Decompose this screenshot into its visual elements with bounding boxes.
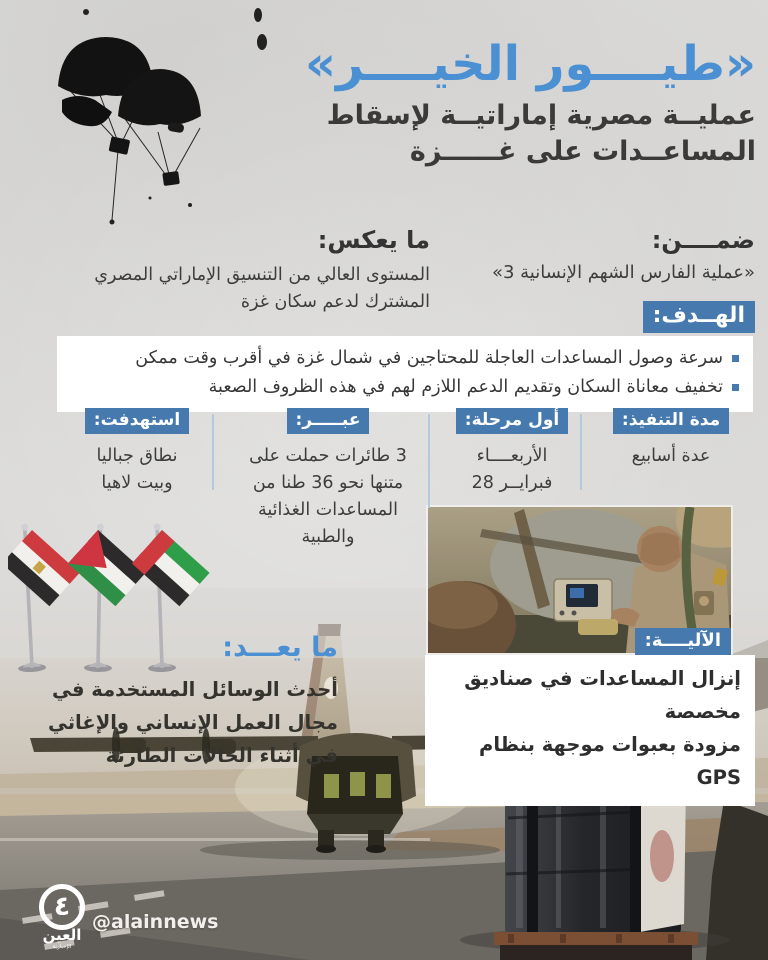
mechanism-label-badge: الآليــــة: bbox=[635, 628, 731, 656]
considered-line: أحدث الوسائل المستخدمة في bbox=[51, 678, 338, 701]
stat-text-line: الأربعــــاء bbox=[476, 446, 548, 466]
stat-label-badge: مدة التنفيذ: bbox=[613, 408, 729, 434]
goal-bullet-row bbox=[71, 373, 739, 402]
reflects-lines bbox=[30, 262, 430, 316]
stat-text-line: عدة أسابيع bbox=[631, 446, 711, 466]
stat-label-badge: استهدفت: bbox=[85, 408, 189, 434]
mechanism-text bbox=[425, 655, 755, 806]
subtitle-line: عمليــة مصرية إماراتيــة لإسقاط bbox=[326, 100, 756, 131]
mechanism-line: مزودة بعبوات موجهة بنظام GPS bbox=[479, 733, 741, 789]
reflects-line: المشترك لدعم سكان غزة bbox=[240, 292, 430, 312]
stat-text-line: والطبية bbox=[301, 527, 355, 547]
stat-lines bbox=[437, 443, 587, 497]
considered-line: مجال العمل الإنساني والإغاثي bbox=[48, 711, 338, 734]
considered-lines bbox=[8, 673, 338, 772]
column-divider bbox=[428, 414, 430, 508]
stat-label-badge: أول مرحلة: bbox=[456, 408, 568, 434]
social-handle[interactable]: @alainnews bbox=[92, 911, 219, 933]
page-title: «طيــــور الخيــــر» bbox=[304, 36, 756, 92]
goal-bullet-text: سرعة وصول المساعدات العاجلة للمحتاجين في شمال غزة في أقرب وقت ممكن bbox=[135, 348, 723, 368]
logo-ring bbox=[39, 884, 85, 930]
goal-label-badge: الهــدف: bbox=[643, 301, 755, 333]
reflects-line: المستوى العالي من التنسيق الإماراتي المصري bbox=[94, 265, 430, 285]
stat-column bbox=[587, 408, 755, 551]
within-text: «عملية الفارس الشهم الإنسانية 3» bbox=[491, 262, 755, 283]
stat-column bbox=[437, 408, 587, 551]
stat-column bbox=[219, 408, 437, 551]
stat-text-line: 28 فبرايــر bbox=[471, 473, 553, 493]
goal-bullet-text: تخفيف معاناة السكان وتقديم الدعم اللازم لهم في هذه الظروف الصعبة bbox=[208, 377, 723, 397]
goal-box bbox=[57, 336, 753, 412]
stat-lines bbox=[587, 443, 755, 470]
section-reflects bbox=[30, 226, 430, 316]
stat-text-line: وبيت لاهيا bbox=[101, 473, 173, 493]
stat-text-line: نطاق جباليا bbox=[96, 446, 178, 466]
stats-row bbox=[55, 408, 755, 551]
logo-digit: ٤ bbox=[53, 890, 71, 922]
stat-text-line: متنها نحو 36 طنا من bbox=[252, 473, 404, 493]
logo-tagline: الإخبارية bbox=[52, 944, 72, 950]
subtitle-line: المساعــدات على غــــــزة bbox=[409, 136, 756, 167]
stat-text-line: 3 طائرات حملت على bbox=[249, 446, 407, 466]
column-divider bbox=[212, 414, 214, 490]
section-considered bbox=[8, 632, 338, 772]
reflects-label: ما يعكس: bbox=[317, 226, 430, 254]
stat-lines bbox=[219, 443, 437, 551]
stat-label-badge: عبـــــر: bbox=[287, 408, 370, 434]
section-within bbox=[440, 226, 755, 283]
alain-logo bbox=[30, 884, 94, 950]
bullet-square-icon bbox=[732, 355, 739, 362]
column-divider bbox=[580, 414, 582, 490]
stat-column bbox=[55, 408, 219, 551]
within-label: ضمــــن: bbox=[651, 226, 755, 254]
considered-label: ما يعـــد: bbox=[222, 632, 338, 663]
page-subtitle bbox=[216, 98, 756, 170]
bullet-square-icon bbox=[732, 384, 739, 391]
mechanism-line: إنزال المساعدات في صناديق مخصصة bbox=[464, 667, 741, 723]
goal-bullet-row bbox=[71, 344, 739, 373]
considered-line: في أثناء الحالات الطارئة bbox=[105, 744, 338, 767]
stat-lines bbox=[55, 443, 219, 497]
logo-name: العين bbox=[42, 926, 82, 944]
stat-text-line: المساعدات الغذائية bbox=[258, 500, 398, 520]
